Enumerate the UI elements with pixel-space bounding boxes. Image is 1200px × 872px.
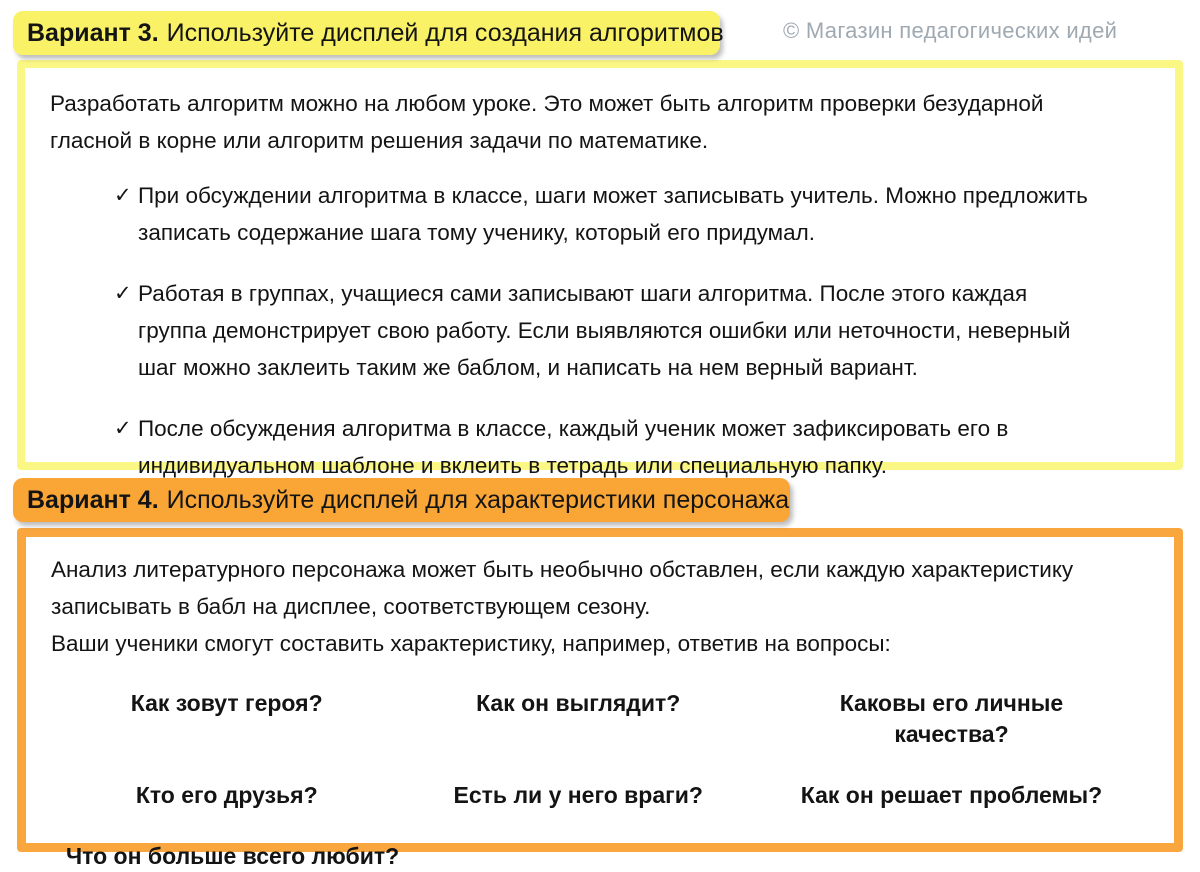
question: [56, 780, 397, 811]
question-text: Кто его друзья?: [135, 782, 318, 808]
question-text: Как зовут героя?: [130, 690, 323, 716]
question-text: Есть ли у него враги?: [453, 782, 703, 808]
list-item: [114, 177, 1095, 251]
question: [56, 841, 1144, 872]
variant-4-title: Используйте дисплей для характеристики персонажа: [166, 485, 790, 514]
copyright-watermark: © Магазин педагогических идей: [783, 18, 1118, 43]
question: [759, 688, 1144, 750]
variant-3-panel: [17, 60, 1183, 478]
checkmark-icon: ✓: [114, 417, 132, 440]
variant-3-header: [13, 11, 724, 55]
list-item: [114, 275, 1095, 386]
variant-3-intro: Разработать алгоритм можно на любом уроке. Это может быть алгоритм проверки безударной гласной в корне или алгоритм решения задачи по математике.: [50, 91, 1044, 153]
question: [759, 780, 1144, 811]
variant-4-label: Вариант 4.: [27, 485, 159, 514]
variant-3-label: Вариант 3.: [27, 18, 159, 47]
variant-4-intro: Анализ литературного персонажа может быть необычно обставлен, если каждую характеристику записывать в бабл на дисплее, соответствующем сезону.: [51, 557, 1074, 619]
question-text: Как он решает проблемы?: [800, 782, 1103, 808]
variant-3-title: Используйте дисплей для создания алгоритмов: [166, 18, 724, 47]
checkmark-icon: ✓: [114, 282, 132, 305]
list-item: [114, 410, 1095, 484]
list-item-text: После обсуждения алгоритма в классе, каждый ученик может зафиксировать его в индивидуальном шаблоне и вклеить в тетрадь или специальную папку.: [138, 416, 1009, 478]
list-item-text: При обсуждении алгоритма в классе, шаги может записывать учитель. Можно предложить записать содержание шага тому ученику, который его придумал.: [138, 183, 1088, 245]
question-text: Каковы его личные качества?: [839, 690, 1064, 747]
question: [56, 688, 397, 750]
variant-4-intro-line2: Ваши ученики смогут составить характеристику, например, ответив на вопросы:: [51, 631, 891, 656]
variant-4-panel: [17, 528, 1183, 869]
checkmark-icon: ✓: [114, 184, 132, 207]
question: [397, 780, 759, 811]
questions-grid: [56, 688, 1144, 872]
list-item-text: Работая в группах, учащиеся сами записывают шаги алгоритма. После этого каждая группа демонстрирует свою работу. Если выявляются ошибки или неточности, неверный шаг можно заклеить таким же баблом, и написать на нем верный вариант.: [138, 281, 1071, 380]
variant-4-header: [13, 478, 790, 522]
question: [397, 688, 759, 750]
question-text: Как он выглядит?: [476, 690, 681, 716]
variant-3-checklist: [25, 177, 1175, 484]
question-text: Что он больше всего любит?: [66, 843, 400, 869]
